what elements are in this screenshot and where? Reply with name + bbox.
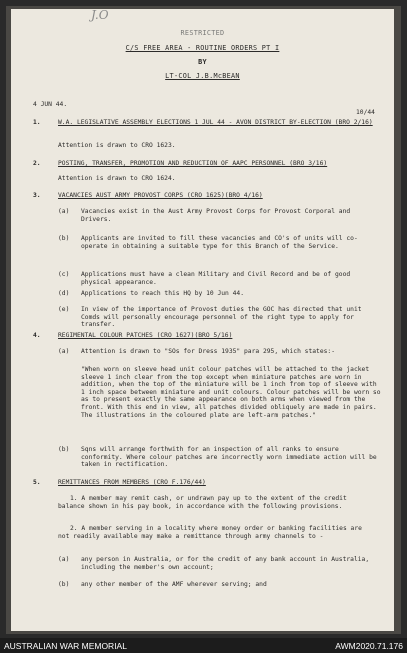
sub-text: any person in Australia, or for the credit of any bank account in Australia, including the member's own account; — [81, 556, 370, 571]
order-number: 10/44 — [356, 109, 375, 116]
item-number: 4. — [33, 332, 41, 339]
item-heading: REGIMENTAL COLOUR PATCHES (CRO 1627)(BRO 5/16) — [58, 332, 233, 339]
sub-label: (b) — [58, 235, 70, 242]
footer-institution: AUSTRALIAN WAR MEMORIAL — [4, 641, 127, 651]
sub-text: Sqns will arrange forthwith for an inspection of all ranks to ensure conformity. Where colour patches are incorrectly worn immediate action will be taken in rectification. — [81, 446, 377, 469]
item-number: 2. — [33, 160, 41, 167]
item-number: 1. — [33, 119, 41, 126]
footer-accession-number: AWM2020.71.176 — [335, 641, 403, 651]
sub-label: (a) — [58, 348, 70, 355]
item-text: Attention is drawn to CRO 1623. — [58, 142, 176, 149]
document-page — [11, 9, 394, 631]
sub-label: (d) — [58, 290, 70, 297]
handwritten-mark: J.O — [91, 9, 109, 22]
classification-stamp: RESTRICTED — [180, 29, 225, 37]
sub-text: In view of the importance of Provost duties the GOC has directed that unit Comds will personally encourage personnel of the right type to apply for transfer. — [81, 306, 362, 329]
item-text: Attention is drawn to CRO 1624. — [58, 175, 176, 182]
orders-officer: LT-COL J.B.McBEAN — [165, 72, 240, 80]
item-heading: REMITTANCES FROM MEMBERS (CRO F.176/44) — [58, 479, 206, 486]
sub-text: Applications to reach this HQ by 10 Jun 44. — [81, 290, 245, 297]
sub-label: (a) — [58, 208, 70, 215]
sub-text: any other member of the AMF wherever serving; and — [81, 581, 267, 588]
item-heading: POSTING, TRANSFER, PROMOTION AND REDUCTION OF AAPC PERSONNEL (BRO 3/16) — [58, 160, 328, 167]
item-heading: W.A. LEGISLATIVE ASSEMBLY ELECTIONS 1 JUL 44 - AVON DISTRICT BY-ELECTION (BRO 2/16) — [58, 119, 373, 126]
paragraph: 1. A member may remit cash, or undrawn pay up to the extent of the credit balance shown in his pay book, in accordance with the following provisions. — [58, 495, 347, 510]
sub-text: Applicants are invited to fill these vacancies and CO's of units will co-operate in obtaining a suitable type for this Branch of the Service. — [81, 235, 358, 250]
sub-text: Attention is drawn to "SOs for Dress 1935" para 295, which states:- — [81, 348, 336, 355]
quoted-regulation: "When worn on sleeve head unit colour patches will be attached to the jacket sleeve 1 inch clear from the top except when miniature patches are worn in addition, when the top of the miniature will be 1 inch from top of sleeve with 1 inch space between miniature and unit colours. Colour patches will be worn so as to present exactly the same appearance on both arms when viewed from the front. With this end in view, all patches divided obliquely are made in pairs. The illustrations in the coloured plate are left-arm patches." — [81, 366, 381, 419]
sub-text: Applications must have a clean Military and Civil Record and be of good physical appearance. — [81, 271, 351, 286]
sub-label: (c) — [58, 271, 70, 278]
item-number: 5. — [33, 479, 41, 486]
sub-label: (b) — [58, 581, 70, 588]
sub-label: (a) — [58, 556, 70, 563]
item-heading: VACANCIES AUST ARMY PROVOST CORPS (CRO 1625)(BRO 4/16) — [58, 192, 263, 199]
orders-title: C/S FREE AREA - ROUTINE ORDERS PT I — [125, 44, 280, 52]
item-number: 3. — [33, 192, 41, 199]
sub-label: (b) — [58, 446, 70, 453]
footer-bar — [0, 638, 407, 653]
orders-date: 4 JUN 44. — [33, 101, 68, 108]
sub-label: (e) — [58, 306, 70, 313]
orders-by: BY — [198, 58, 207, 66]
sub-text: Vacancies exist in the Aust Army Provost Corps for Provost Corporal and Drivers. — [81, 208, 351, 223]
paragraph: 2. A member serving in a locality where money order or banking facilities are not readily available may make a remittance through army channels to - — [58, 525, 362, 540]
